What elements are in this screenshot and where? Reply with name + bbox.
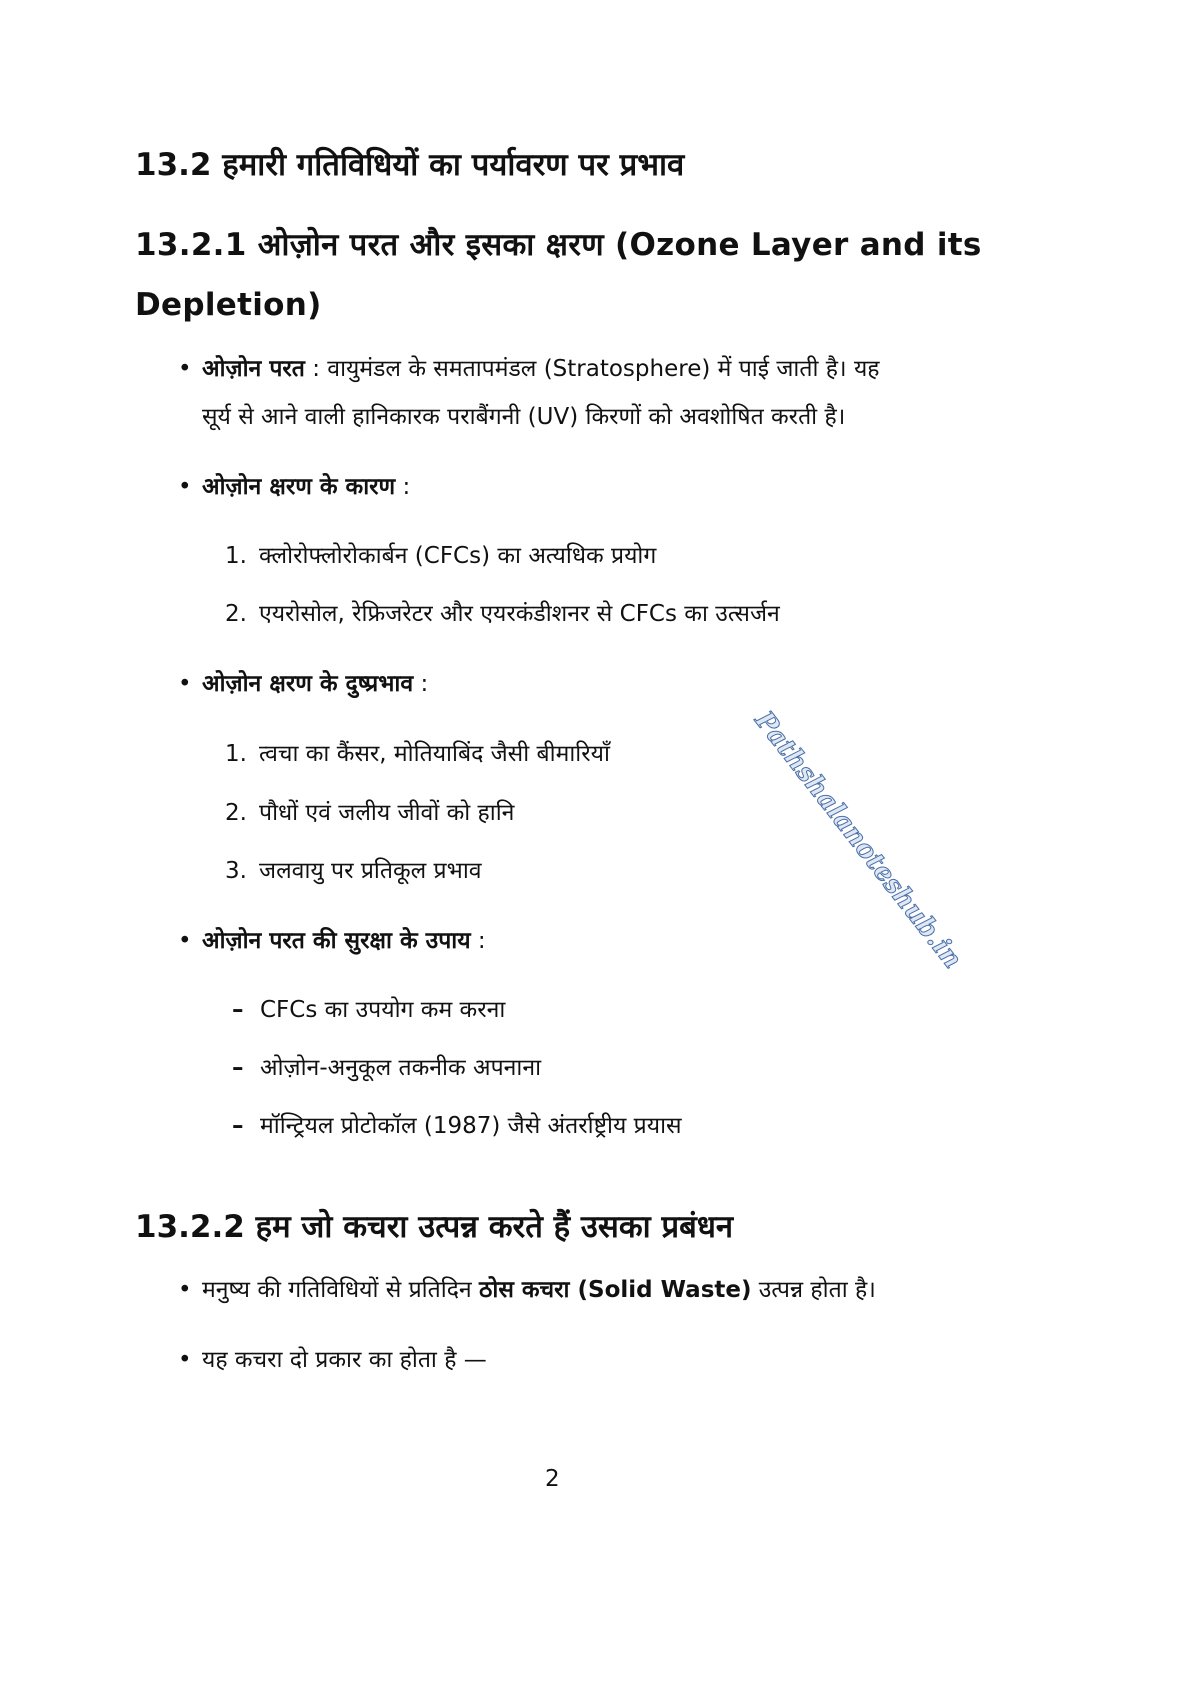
definition: : वायुमंडल के समतापमंडल (Stratosphere) में पाई जाती है। यह	[304, 356, 880, 382]
list-item	[225, 600, 780, 630]
bullet: •	[178, 1347, 192, 1373]
waste-item	[178, 1346, 487, 1376]
list-item	[232, 1054, 541, 1084]
label: ओज़ोन क्षरण के कारण	[202, 474, 396, 500]
colon: :	[413, 671, 429, 697]
dash: –	[232, 997, 244, 1023]
bullet: •	[178, 928, 192, 954]
number: 2.	[225, 800, 247, 826]
colon: :	[395, 474, 411, 500]
text: मनुष्य की गतिविधियों से प्रतिदिन	[202, 1277, 479, 1303]
bullet: •	[178, 1277, 192, 1303]
bullet: •	[178, 356, 192, 382]
bullet: •	[178, 474, 192, 500]
number: 1.	[225, 543, 247, 569]
list-item	[225, 799, 514, 829]
list-item	[232, 1112, 682, 1142]
ozone-layer-item-cont: सूर्य से आने वाली हानिकारक पराबैंगनी (UV) किरणों को अवशोषित करती है।	[202, 404, 846, 430]
term: ठोस कचरा (Solid Waste)	[479, 1277, 752, 1303]
number: 2.	[225, 601, 247, 627]
subsection-heading-ozone: 13.2.1 ओज़ोन परत और इसका क्षरण (Ozone Layer and its	[135, 227, 982, 263]
waste-item	[178, 1276, 876, 1306]
subsection-heading-waste: 13.2.2 हम जो कचरा उत्पन्न करते हैं उसका प्रबंधन	[135, 1209, 734, 1245]
text: ओज़ोन-अनुकूल तकनीक अपनाना	[260, 1055, 542, 1081]
subsection-heading-ozone-cont: Depletion)	[135, 287, 322, 323]
list-item	[232, 996, 505, 1026]
ozone-layer-item	[178, 355, 880, 385]
text: पौधों एवं जलीय जीवों को हानि	[259, 800, 515, 826]
text: मॉन्ट्रियल प्रोटोकॉल (1987) जैसे अंतर्राष्ट्रीय प्रयास	[260, 1113, 682, 1139]
protection-heading	[178, 927, 486, 957]
text: CFCs का उपयोग कम करना	[260, 997, 506, 1023]
term: ओज़ोन परत	[202, 356, 305, 382]
text: जलवायु पर प्रतिकूल प्रभाव	[259, 858, 482, 884]
dash: –	[232, 1055, 244, 1081]
section-heading: 13.2 हमारी गतिविधियों का पर्यावरण पर प्रभाव	[135, 147, 685, 183]
list-item	[225, 740, 610, 770]
effects-heading	[178, 670, 429, 700]
label: ओज़ोन परत की सुरक्षा के उपाय	[202, 928, 471, 954]
causes-heading	[178, 473, 411, 503]
number: 3.	[225, 858, 247, 884]
page-number: 2	[545, 1466, 560, 1492]
bullet: •	[178, 671, 192, 697]
colon: :	[470, 928, 486, 954]
watermark: Pathshalanoteshub.in	[748, 705, 968, 975]
number: 1.	[225, 741, 247, 767]
text: उत्पन्न होता है।	[751, 1277, 876, 1303]
dash: –	[232, 1113, 244, 1139]
list-item	[225, 542, 656, 572]
text: त्वचा का कैंसर, मोतियाबिंद जैसी बीमारियाँ	[259, 741, 610, 767]
text: यह कचरा दो प्रकार का होता है —	[202, 1347, 487, 1373]
text: क्लोरोफ्लोरोकार्बन (CFCs) का अत्यधिक प्रयोग	[259, 543, 657, 569]
text: एयरोसोल, रेफ्रिजरेटर और एयरकंडीशनर से CFCs का उत्सर्जन	[259, 601, 780, 627]
label: ओज़ोन क्षरण के दुष्प्रभाव	[202, 671, 414, 697]
list-item	[225, 857, 482, 887]
